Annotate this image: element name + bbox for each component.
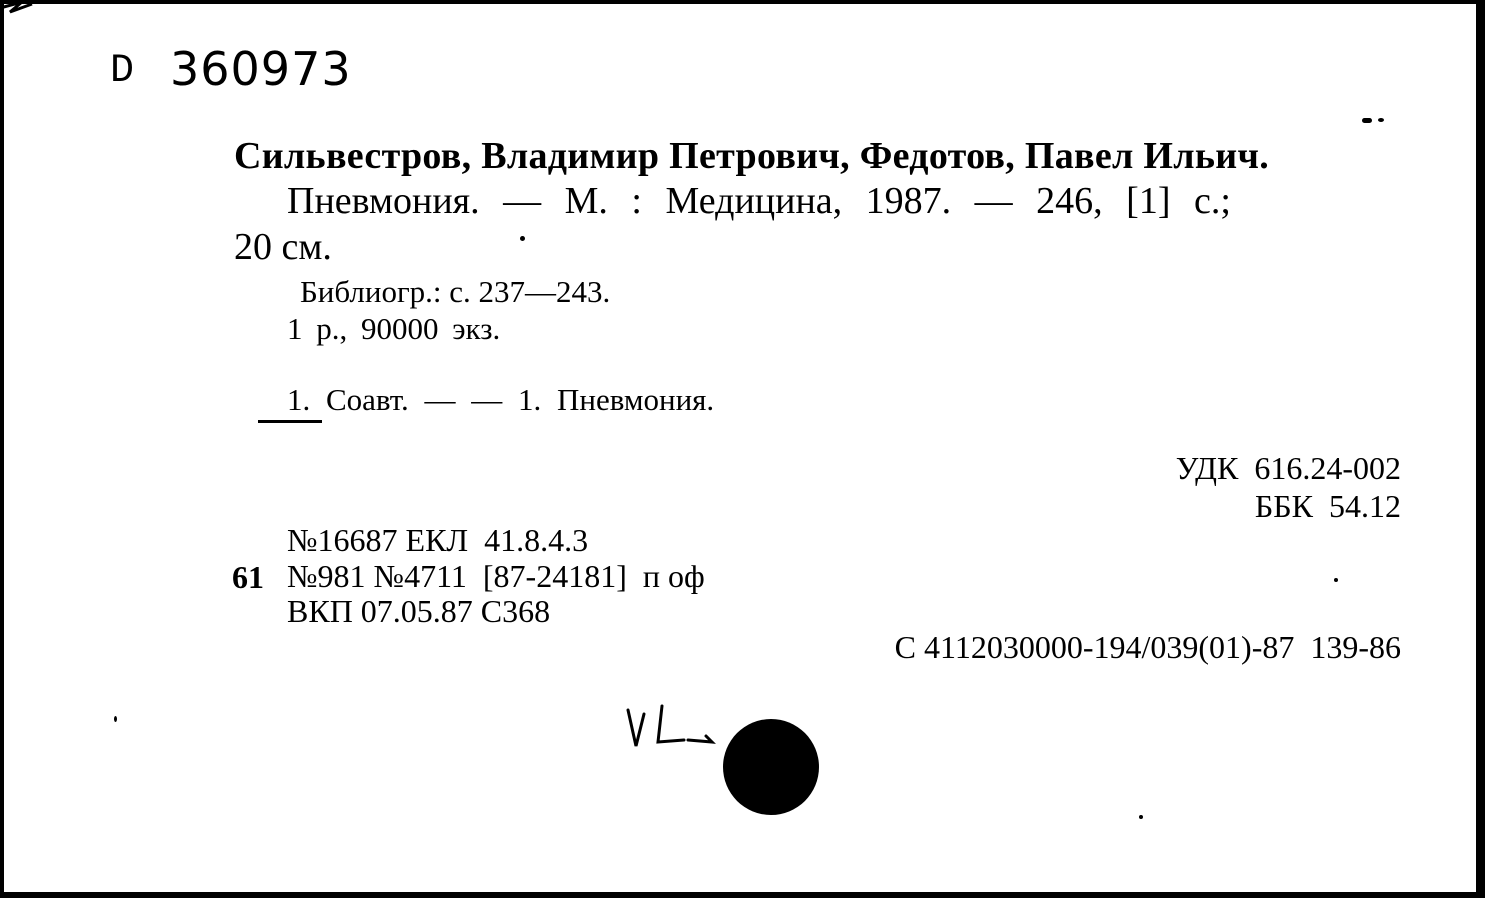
corner-scribble-icon xyxy=(0,0,40,24)
punch-hole xyxy=(723,719,819,815)
service-line-3: ВКП 07.05.87 С368 xyxy=(287,593,551,629)
speck-mark xyxy=(1378,118,1384,122)
service-line-2: №981 №4711 [87-24181] п оф xyxy=(287,558,705,594)
speck-mark xyxy=(1362,118,1372,123)
bbk-code: ББК 54.12 xyxy=(1254,488,1401,524)
speck-mark xyxy=(114,716,117,722)
speck-mark xyxy=(1139,815,1143,819)
handwritten-mark xyxy=(622,702,722,754)
authors-heading: Сильвестров, Владимир Петрович, Федотов, Павел Ильич. xyxy=(234,135,1270,177)
physical-size: 20 см. xyxy=(234,226,332,268)
service-number: 61 xyxy=(232,559,264,595)
price-copies-note: 1 р., 90000 экз. xyxy=(287,311,501,346)
udk-code: УДК 616.24-002 xyxy=(1175,450,1401,486)
service-line-1: №16687 ЕКЛ 41.8.4.3 xyxy=(287,522,589,558)
call-number-handwritten: 360973 xyxy=(170,42,352,96)
speck-mark xyxy=(520,236,525,241)
card-right-edge xyxy=(1476,0,1485,898)
pen-underline xyxy=(258,420,322,423)
tracing-line: 1. Соавт. — — 1. Пневмония. xyxy=(287,382,715,417)
speck-mark xyxy=(1334,578,1338,582)
title-imprint: Пневмония. — М. : Медицина, 1987. — 246, [1] с.; xyxy=(287,180,1231,222)
code-line: С 4112030000-194/039(01)-87 139-86 xyxy=(894,629,1401,665)
call-number-prefix: D xyxy=(110,49,135,94)
bibliography-note: Библиогр.: с. 237—243. xyxy=(300,274,611,309)
